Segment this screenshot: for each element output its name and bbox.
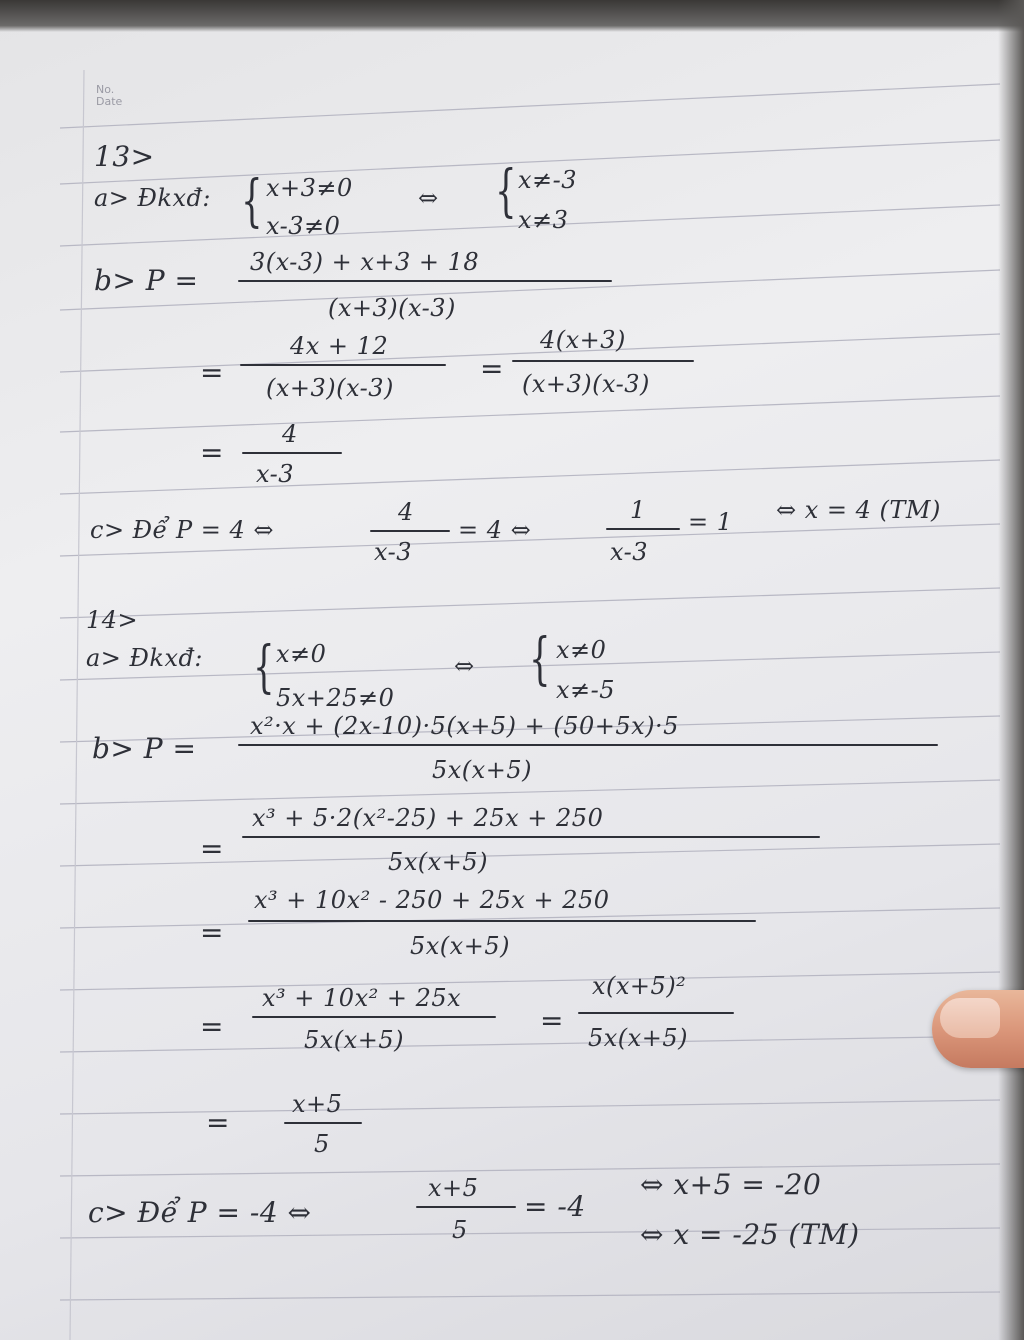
- problem-13-label: 13>: [94, 140, 155, 173]
- p14-b-den2: 5x(x+5): [388, 848, 488, 876]
- p14-b-fraction-bar5: [284, 1122, 362, 1124]
- p13-a-equiv: ⇔: [418, 184, 439, 212]
- p14-b-num2: x³ + 5·2(x²-25) + 25x + 250: [252, 804, 604, 832]
- p13-a-res1: x≠-3: [518, 166, 578, 194]
- p14-c-mid1: = -4: [524, 1190, 586, 1223]
- p13-a-res2: x≠3: [518, 206, 569, 234]
- p14-b-den1: 5x(x+5): [432, 756, 532, 784]
- p14-b-prefix: b> P =: [92, 732, 197, 765]
- p14-b-eq4b: =: [540, 1004, 564, 1037]
- date-label: Date: [96, 95, 123, 108]
- p13-b-den2: (x+3)(x-3): [266, 374, 394, 402]
- p14-b-num4b: x(x+5)²: [592, 972, 687, 1000]
- p14-b-num4: x³ + 10x² + 25x: [262, 984, 462, 1012]
- p13-b-eq2: =: [200, 356, 224, 389]
- p14-b-num1: x²·x + (2x-10)·5(x+5) + (50+5x)·5: [250, 712, 679, 740]
- p13-b-den2b: (x+3)(x-3): [522, 370, 650, 398]
- p13-b-num2: 4x + 12: [290, 332, 389, 360]
- p13-c-mid1: = 4 ⇔: [458, 516, 532, 544]
- p13-b-num1: 3(x-3) + x+3 + 18: [250, 248, 480, 276]
- p14-b-fraction-bar4b: [578, 1012, 734, 1014]
- p13-b-fraction-bar2: [240, 364, 446, 366]
- p13-a-prefix: a> Đkxđ:: [94, 184, 211, 212]
- p13-b-num2b: 4(x+3): [540, 326, 626, 354]
- p14-a-brace-left: {: [253, 635, 275, 700]
- p14-b-num5: x+5: [292, 1090, 343, 1118]
- p14-a-res1: x≠0: [556, 636, 607, 664]
- p14-b-eq3: =: [200, 916, 224, 949]
- p14-c-den1: 5: [452, 1216, 468, 1244]
- p14-b-eq5: =: [206, 1106, 230, 1139]
- page-header: [96, 84, 122, 108]
- p13-a-cond1: x+3≠0: [266, 174, 353, 202]
- p14-c-line1: ⇔ x+5 = -20: [640, 1168, 822, 1201]
- p13-b-eq3: =: [200, 436, 224, 469]
- p14-c-line2: ⇔ x = -25 (TM): [640, 1218, 860, 1251]
- p14-c-num1: x+5: [428, 1174, 479, 1202]
- p13-b-den3: x-3: [256, 460, 294, 488]
- p14-b-fraction-bar4: [252, 1016, 496, 1018]
- p13-b-fraction-bar2b: [512, 360, 694, 362]
- no-label: No.: [96, 83, 115, 96]
- p13-c-num1: 4: [398, 498, 414, 526]
- page-right-shadow: [998, 0, 1024, 1340]
- p13-a-brace-left: {: [241, 169, 263, 234]
- p14-b-fraction-bar3: [248, 920, 756, 922]
- p14-b-eq2: =: [200, 832, 224, 865]
- problem-14-label: 14>: [86, 606, 139, 634]
- p14-a-cond2: 5x+25≠0: [276, 684, 395, 712]
- p13-c-fraction-bar2: [606, 528, 680, 530]
- p14-c-prefix: c> Để P = -4 ⇔: [88, 1196, 312, 1229]
- p13-b-prefix: b> P =: [94, 264, 199, 297]
- p13-b-num3: 4: [282, 420, 298, 448]
- p13-c-prefix: c> Để P = 4 ⇔: [90, 516, 274, 544]
- p14-a-cond1: x≠0: [276, 640, 327, 668]
- p13-a-brace-right: {: [495, 159, 517, 224]
- p14-b-eq4: =: [200, 1010, 224, 1043]
- p13-c-fraction-bar1: [370, 530, 450, 532]
- p14-b-fraction-bar1: [238, 744, 938, 746]
- p13-a-cond2: x-3≠0: [266, 212, 341, 240]
- p14-a-brace-right: {: [529, 627, 551, 692]
- p13-b-fraction-bar1: [238, 280, 612, 282]
- page-top-shadow: [0, 0, 1024, 32]
- p14-a-prefix: a> Đkxđ:: [86, 644, 203, 672]
- p13-c-den2: x-3: [610, 538, 648, 566]
- p13-c-den1: x-3: [374, 538, 412, 566]
- p14-a-res2: x≠-5: [556, 676, 616, 704]
- p13-b-den1: (x+3)(x-3): [328, 294, 456, 322]
- p14-c-fraction-bar1: [416, 1206, 516, 1208]
- p14-b-den4: 5x(x+5): [304, 1026, 404, 1054]
- fingernail: [940, 998, 1000, 1038]
- p13-c-num2: 1: [630, 496, 646, 524]
- p14-b-fraction-bar2: [242, 836, 820, 838]
- p14-b-den5: 5: [314, 1130, 330, 1158]
- p14-b-num3: x³ + 10x² - 250 + 25x + 250: [254, 886, 610, 914]
- p14-b-den4b: 5x(x+5): [588, 1024, 688, 1052]
- p13-c-mid2: = 1: [688, 508, 733, 536]
- p13-b-fraction-bar3: [242, 452, 342, 454]
- p13-c-tail: ⇔ x = 4 (TM): [776, 496, 941, 524]
- p13-b-eq2b: =: [480, 352, 504, 385]
- p14-b-den3: 5x(x+5): [410, 932, 510, 960]
- p14-a-equiv: ⇔: [454, 652, 475, 680]
